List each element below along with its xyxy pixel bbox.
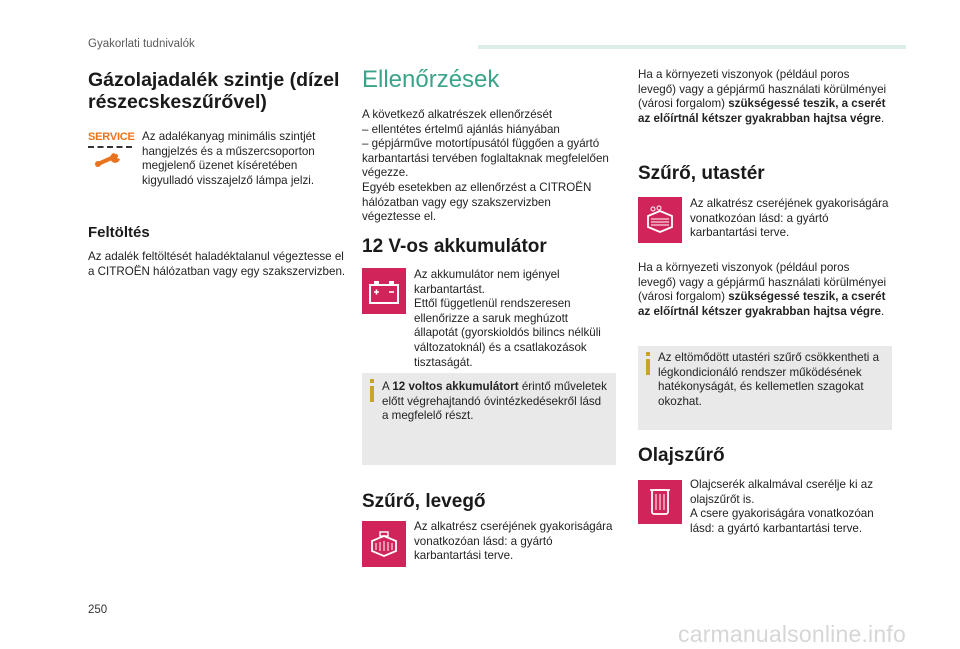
cabin-note: [638, 346, 892, 430]
oil-filter-icon: [638, 480, 682, 524]
oil-filter-title: Olajszűrő: [638, 445, 725, 466]
air-filter-description: Az alkatrész cseréjének gyakoriságára vonatkozóan lásd: a gyártó karbantartási terve.: [414, 520, 613, 563]
info-marker-icon: [370, 379, 374, 405]
battery-description: Az akkumulátor nem igényel karbantartást. Ettől függetlenül rendszeresen ellenőrizze a saruk meghúzott állapotát (gyorskioldós bilincs nélküli változatoknál) és a csatlakozások tisztaságát.: [414, 268, 601, 369]
service-icon-label: SERVICE: [88, 131, 135, 143]
section-title-additive: Gázolajadalék szintje (dízel részecskeszűrővel): [88, 69, 340, 113]
env-note-2: Ha a környezeti viszonyok (például poros levegő) vagy a gépjármű használati körülményei (városi forgalom) szükségessé teszik, a cserét az előírtnál kétszer gyakrabban hajtsa végre.: [638, 261, 887, 318]
refill-title: Feltöltés: [88, 224, 150, 241]
cabin-filter-icon: [638, 197, 682, 243]
header-rule: [478, 45, 906, 49]
watermark: carmanualsonline.info: [678, 621, 906, 647]
refill-description: Az adalék feltöltését haladéktalanul végeztesse el a CITROËN hálózatban vagy egy szakszervizben.: [88, 250, 346, 278]
battery-note: [362, 373, 616, 465]
air-filter-title: Szűrő, levegő: [362, 491, 486, 512]
battery-icon: [362, 268, 406, 314]
running-title: Gyakorlati tudnivalók: [88, 38, 195, 50]
env-note-1: Ha a környezeti viszonyok (például poros levegő) vagy a gépjármű használati körülményei (városi forgalom) szükségessé teszik, a cserét az előírtnál kétszer gyakrabban hajtsa végre.: [638, 68, 887, 125]
oil-filter-description: Olajcserék alkalmával cserélje ki az olajszűrőt is. A csere gyakoriságára vonatkozóan lásd: a gyártó karbantartási terve.: [690, 478, 874, 535]
info-marker-icon: [646, 352, 650, 378]
section-title-checks: Ellenőrzések: [362, 66, 500, 93]
air-filter-icon: [362, 521, 406, 567]
cabin-filter-title: Szűrő, utastér: [638, 163, 765, 184]
cabin-filter-description: Az alkatrész cseréjének gyakoriságára vonatkozóan lásd: a gyártó karbantartási terve.: [690, 197, 889, 240]
battery-note-text: A 12 voltos akkumulátort érintő műveletek előtt végrehajtandó óvintézkedésekről lásd a megfelelő részt.: [382, 380, 607, 423]
checks-intro: A következő alkatrészek ellenőrzését – ellentétes értelmű ajánlás hiányában – gépjárműve motortípusától függően a gyártó karbantartási tervében foglaltaknak megfelelően végezze. Egyéb esetekben az ellenőrzést a CITROËN hálózatban vagy egy szakszervizben végeztesse el.: [362, 108, 609, 224]
page-number: 250: [88, 604, 108, 616]
battery-title: 12 V-os akkumulátor: [362, 236, 547, 257]
cabin-note-text: Az eltömődött utastéri szűrő csökkentheti a légkondicionáló rendszer működésének hatékonyságát, és kellemetlen szagokat okozhat.: [658, 351, 880, 408]
service-description: Az adalékanyag minimális szintjét hangjelzés és a műszercsoporton megjelenő üzenet kíséretében kigyulladó visszajelző lámpa jelzi.: [142, 130, 316, 187]
service-icon: [88, 131, 135, 177]
